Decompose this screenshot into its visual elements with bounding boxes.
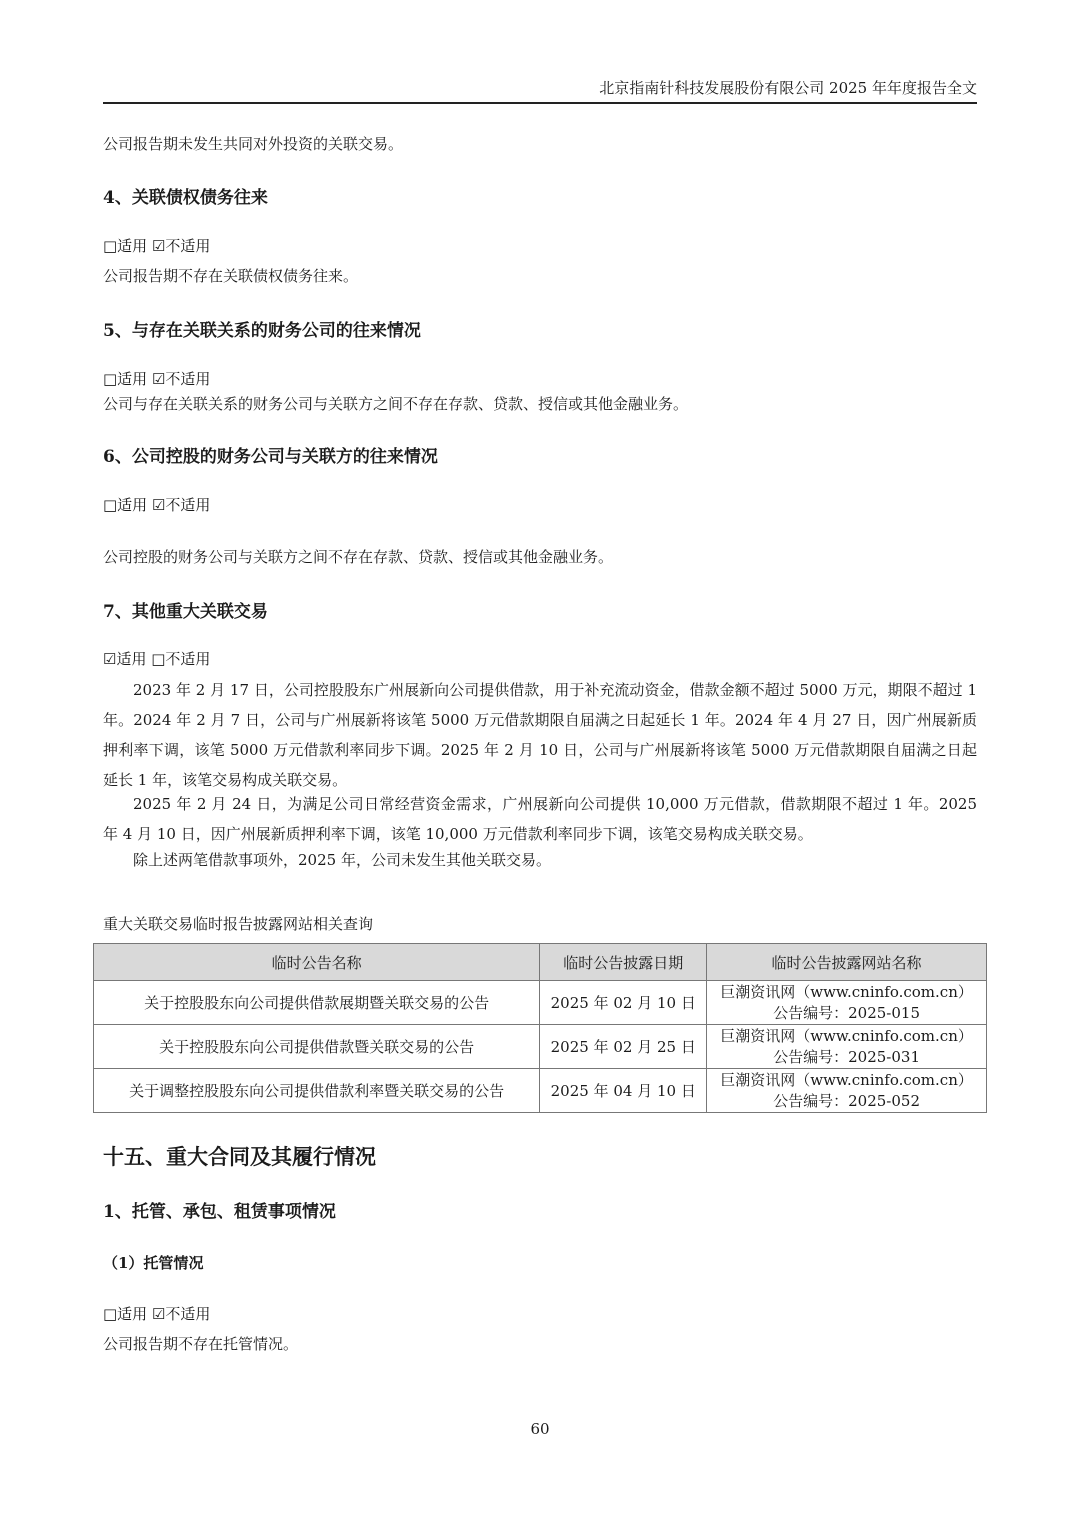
section-15-heading: 十五、重大合同及其履行情况 (103, 1144, 376, 1169)
announcement-name: 关于调整控股股东向公司提供借款利率暨关联交易的公告 (94, 1069, 540, 1113)
section-15-1-heading: 1、托管、承包、租赁事项情况 (103, 1202, 336, 1222)
announcement-table (93, 943, 987, 1113)
header-divider (103, 102, 977, 104)
announcement-date: 2025 年 04 月 10 日 (540, 1069, 707, 1113)
column-header-date: 临时公告披露日期 (540, 944, 707, 981)
page-number: 60 (530, 1420, 550, 1438)
table-caption: 重大关联交易临时报告披露网站相关查询 (103, 915, 374, 933)
announcement-code: 公告编号：2025-031 (773, 1047, 920, 1066)
report-header-title: 北京指南针科技发展股份有限公司 2025 年年度报告全文 (599, 79, 977, 97)
section-7-applicability: ☑适用 □不适用 (103, 650, 211, 668)
section-7-paragraph-3: 除上述两笔借款事项外，2025 年，公司未发生其他关联交易。 (133, 851, 551, 869)
announcement-date: 2025 年 02 月 10 日 (540, 981, 707, 1025)
table-header-row (94, 944, 987, 981)
table-row (94, 981, 987, 1025)
table-row (94, 1025, 987, 1069)
section-4-heading: 4、关联债权债务往来 (103, 188, 268, 208)
site-name: 巨潮资讯网（www.cninfo.com.cn） (720, 1026, 973, 1045)
section-6-text: 公司控股的财务公司与关联方之间不存在存款、贷款、授信或其他金融业务。 (103, 548, 614, 566)
section-5-applicability: □适用 ☑不适用 (103, 370, 211, 388)
column-header-name: 临时公告名称 (94, 944, 540, 981)
section-5-heading: 5、与存在关联关系的财务公司的往来情况 (103, 321, 421, 341)
section-7-paragraph-1: 2023 年 2 月 17 日，公司控股股东广州展新向公司提供借款，用于补充流动资金，借款金额不超过 5000 万元，期限不超过 1 年。2024 年 2 月 7 日，公司与广州展新将该笔 5000 万元借款期限自届满之日起延长 1 年。2024 年 4 月 27 日，因广州展新质押利率下调，该笔 5000 万元借款利率同步下调。2025 年 2 月 10 日，公司与广州展新将该笔 5000 万元借款期限自届满之日起延长 1 年，该笔交易构成关联交易。 (103, 681, 977, 789)
site-name: 巨潮资讯网（www.cninfo.com.cn） (720, 1070, 973, 1089)
section-6-heading: 6、公司控股的财务公司与关联方的往来情况 (103, 447, 438, 467)
section-15-1-1-heading: （1）托管情况 (103, 1254, 204, 1272)
section-7-paragraph-2: 2025 年 2 月 24 日，为满足公司日常经营资金需求，广州展新向公司提供 10,000 万元借款，借款期限不超过 1 年。2025 年 4 月 10 日，因广州展新质押利率下调，该笔 10,000 万元借款利率同步下调，该笔交易构成关联交易。 (103, 795, 977, 843)
announcement-date: 2025 年 02 月 25 日 (540, 1025, 707, 1069)
announcement-code: 公告编号：2025-052 (773, 1091, 920, 1110)
announcement-code: 公告编号：2025-015 (773, 1003, 920, 1022)
announcement-site (707, 1069, 987, 1113)
table-row (94, 1069, 987, 1113)
announcement-site (707, 1025, 987, 1069)
section-15-applicability: □适用 ☑不适用 (103, 1305, 211, 1323)
section-7-heading: 7、其他重大关联交易 (103, 602, 268, 622)
announcement-site (707, 981, 987, 1025)
announcement-name: 关于控股股东向公司提供借款展期暨关联交易的公告 (94, 981, 540, 1025)
section-5-text: 公司与存在关联关系的财务公司与关联方之间不存在存款、贷款、授信或其他金融业务。 (103, 395, 689, 413)
section-4-text: 公司报告期不存在关联债权债务往来。 (103, 267, 359, 285)
column-header-site: 临时公告披露网站名称 (707, 944, 987, 981)
intro-line: 公司报告期未发生共同对外投资的关联交易。 (103, 135, 404, 153)
section-6-applicability: □适用 ☑不适用 (103, 496, 211, 514)
site-name: 巨潮资讯网（www.cninfo.com.cn） (720, 982, 973, 1001)
section-15-text: 公司报告期不存在托管情况。 (103, 1335, 299, 1353)
announcement-name: 关于控股股东向公司提供借款暨关联交易的公告 (94, 1025, 540, 1069)
section-4-applicability: □适用 ☑不适用 (103, 237, 211, 255)
